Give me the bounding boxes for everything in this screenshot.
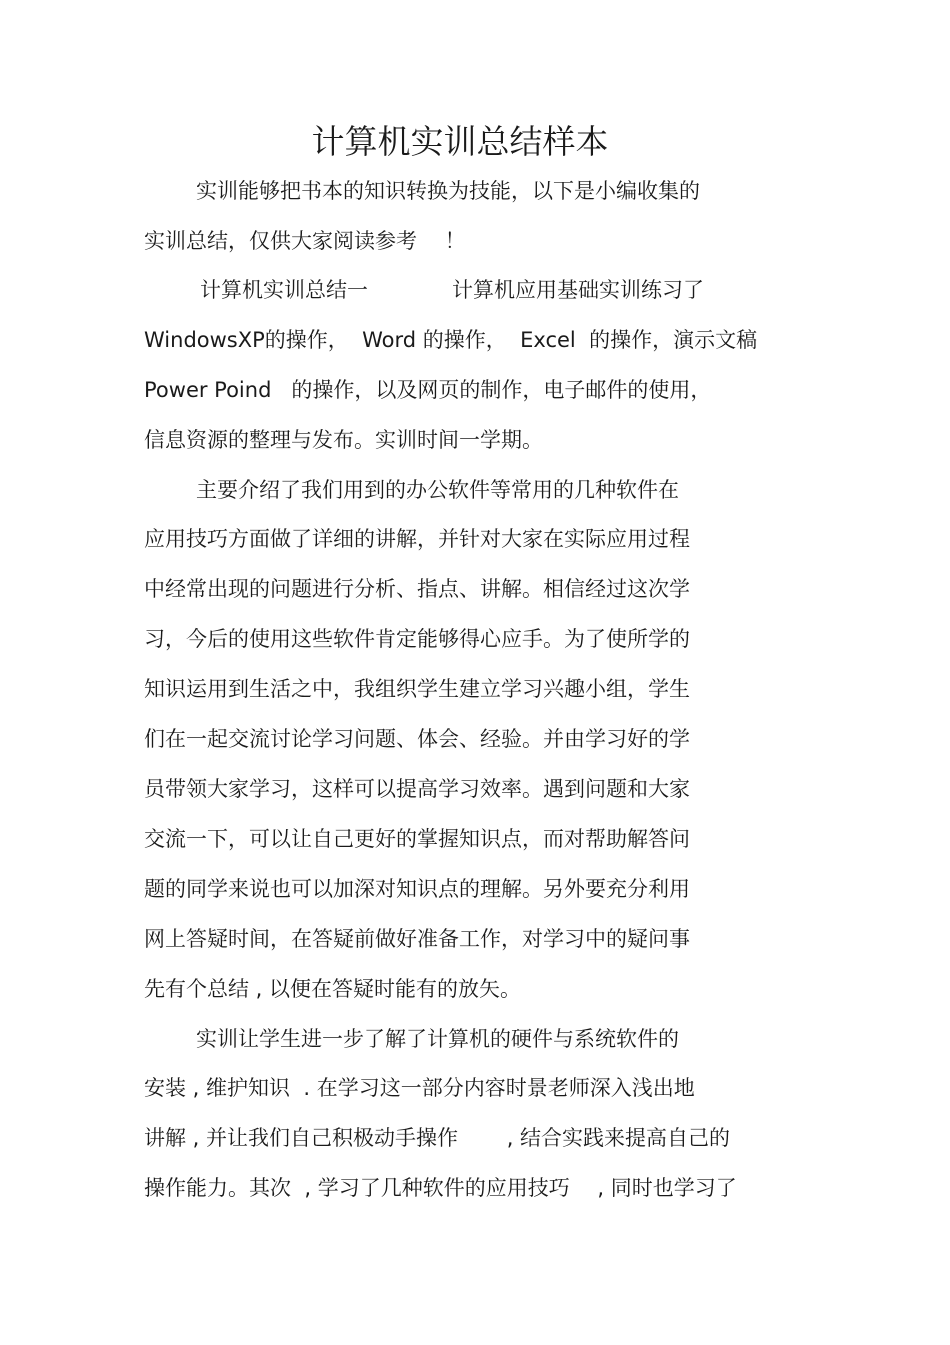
paragraph-line: Power Poind 的操作，以及网页的制作，电子邮件的使用，: [144, 378, 712, 402]
paragraph-line: 交流一下，可以让自己更好的掌握知识点，而对帮助解答问: [144, 827, 690, 851]
paragraph-line: 题的同学来说也可以加深对知识点的理解。另外要充分利用: [144, 877, 690, 901]
paragraph-line: 实训总结，仅供大家阅读参考 ！: [144, 229, 466, 253]
paragraph-line: 应用技巧方面做了详细的讲解，并针对大家在实际应用过程: [144, 527, 690, 551]
paragraph-line: 操作能力。其次 , 学习了几种软件的应用技巧 , 同时也学习了: [144, 1176, 737, 1200]
paragraph-line: 实训让学生进一步了解了计算机的硬件与系统软件的: [196, 1027, 679, 1051]
paragraph-line: 中经常出现的问题进行分析、指点、讲解。相信经过这次学: [144, 577, 690, 601]
paragraph-line: 主要介绍了我们用到的办公软件等常用的几种软件在: [196, 478, 679, 502]
paragraph-line: 网上答疑时间，在答疑前做好准备工作，对学习中的疑问事: [144, 927, 690, 951]
document-title: 计算机实训总结样本: [311, 122, 609, 161]
paragraph-line: 知识运用到生活之中，我组织学生建立学习兴趣小组，学生: [144, 677, 690, 701]
paragraph-line: 计算机实训总结一 计算机应用基础实训练习了: [200, 278, 704, 302]
paragraph-line: 讲解 , 并让我们自己积极动手操作 , 结合实践来提高自己的: [144, 1126, 731, 1150]
paragraph-line: 们在一起交流讨论学习问题、体会、经验。并由学习好的学: [144, 727, 690, 751]
paragraph-line: 先有个总结 , 以便在答疑时能有的放矢。: [144, 977, 522, 1001]
paragraph-line: 安装 , 维护知识 . 在学习这一部分内容时景老师深入浅出地: [144, 1076, 695, 1100]
paragraph-line: 员带领大家学习，这样可以提高学习效率。遇到问题和大家: [144, 777, 690, 801]
paragraph-line: 实训能够把书本的知识转换为技能，以下是小编收集的: [196, 179, 700, 203]
paragraph-line: WindowsXP的操作， Word 的操作， Excel 的操作，演示文稿: [144, 328, 758, 352]
paragraph-line: 信息资源的整理与发布。实训时间一学期。: [144, 428, 543, 452]
paragraph-line: 习，今后的使用这些软件肯定能够得心应手。为了使所学的: [144, 627, 690, 651]
